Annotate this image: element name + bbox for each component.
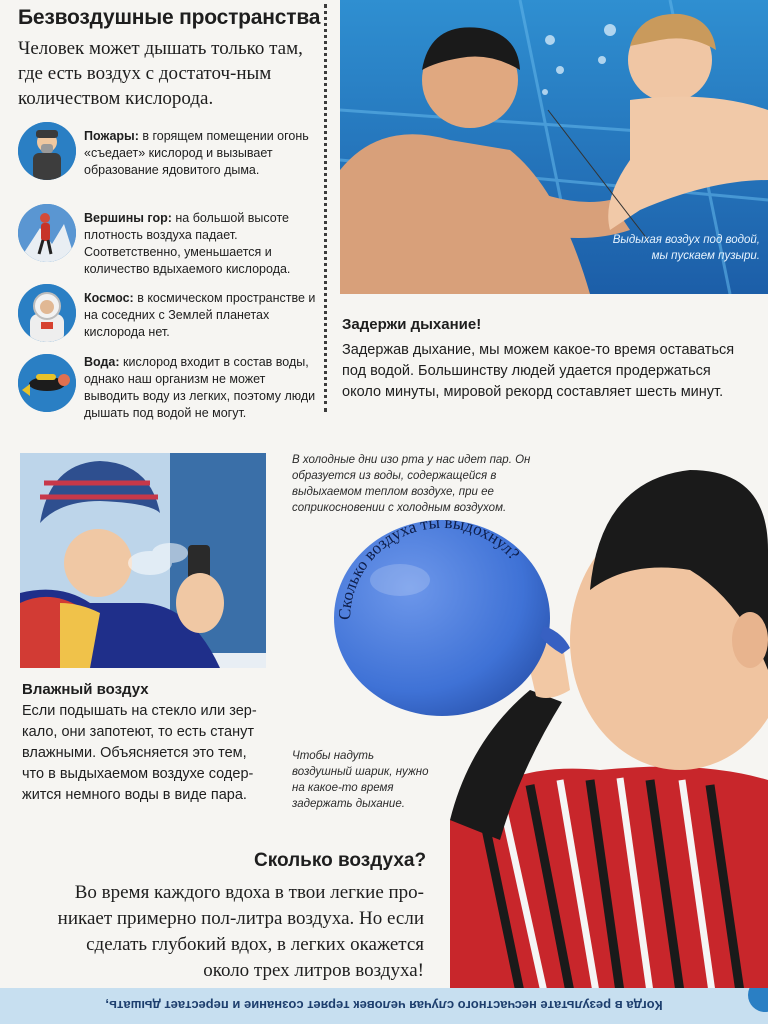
pool-subtitle: Задержи дыхание! — [342, 316, 482, 333]
footer-text: Когда в результате несчастного случая человек теряет сознание и перестает дышать, — [105, 998, 663, 1014]
section3-title: Сколько воздуха? — [254, 850, 427, 871]
pool-caption: Выдыхая воздух под водой, мы пускаем пузыри. — [612, 234, 760, 262]
list-item — [18, 122, 318, 186]
item-text: на большой высоте плотность воздуха падает. Соответственно, уменьшается и количество вдыхаемого кислорода. — [84, 211, 291, 276]
item-label: Пожары: — [84, 129, 139, 143]
item-text: кислород входит в состав воды, однако наш организм не может выводить воду из легких, поэтому люди дышать под водой не могут. — [84, 355, 316, 420]
item-text: в космическом пространстве и на соседних с Землей планетах кислорода нет. — [84, 291, 316, 339]
column-divider — [324, 4, 327, 412]
section-lead: Человек может дышать только там, где есть воздух с достаточ-ным количеством кислорода. — [18, 38, 303, 109]
mountain-climber-icon — [18, 204, 76, 262]
item-label: Космос: — [84, 291, 134, 305]
item-text: в горящем помещении огонь «съедает» кислород и вызывает образование ядовитого дыма. — [84, 129, 309, 177]
astronaut-icon — [18, 284, 76, 342]
pool-body: Задержав дыхание, мы можем какое-то время оставаться под водой. Большинству людей удается продержаться около минуты, мировой рекорд составляет шесть минут. — [342, 342, 735, 400]
cold-photo — [20, 453, 266, 668]
diver-icon — [18, 354, 76, 412]
list-item — [18, 352, 318, 426]
firefighter-icon — [18, 122, 76, 180]
list-item — [18, 204, 318, 276]
cold-subtitle: Влажный воздух — [22, 681, 149, 698]
footer-strip — [0, 988, 768, 1024]
balloon-text: Сколько воздуха ты выдохнул? — [334, 512, 524, 621]
list-item — [18, 284, 318, 348]
balloon-caption: Чтобы надуть воздушный шарик, нужно на какое-то время задержать дыхание. — [292, 750, 429, 810]
section-title: Безвоздушные пространства — [18, 6, 321, 29]
item-label: Вершины гор: — [84, 211, 172, 225]
cold-body: Если подышать на стекло или зер-кало, они запотеют, то есть станут влажными. Объясняется это тем, что в выдыхаемом воздухе содер-жится немного воды в виде пара. — [22, 703, 257, 803]
section3-body: Во время каждого вдоха в твои легкие про-никает примерно пол-литра воздуха. Но если сделать глубокий вдох, в легких окажется около трех литров воздуха! — [57, 882, 424, 981]
item-label: Вода: — [84, 355, 120, 369]
cold-caption: В холодные дни изо рта у нас идет пар. Он образуется из воды, содержащейся в выдыхаемом теплом воздухе, при ее соприкосновении с холодным воздухом. — [292, 454, 531, 514]
